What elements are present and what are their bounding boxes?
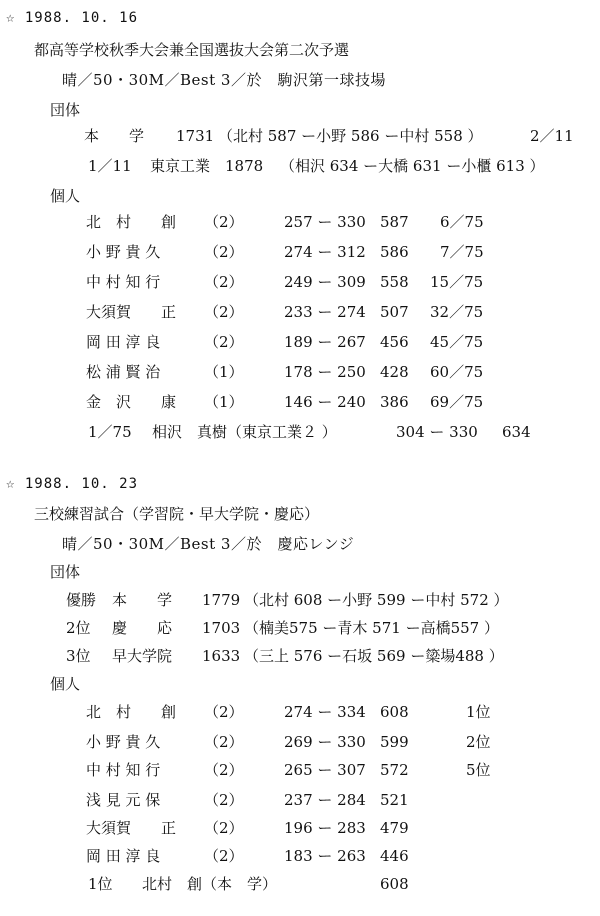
team-rank: 1／11 [88,157,132,175]
athlete-split: 249 ー 309 [284,273,366,291]
athlete-split: 274 ー 312 [284,243,366,261]
athlete-grade: （2） [204,333,244,351]
athlete-grade: （2） [204,847,244,865]
athlete-name: 岡 田 淳 良 [86,847,161,865]
athlete-place: 5位 [466,761,491,779]
athlete-grade: （2） [204,761,244,779]
top-total: 634 [502,423,531,441]
record1-conditions: 晴／50・30M／Best 3／於 駒沢第一球技場 [62,71,386,89]
athlete-name: 金 沢 康 [86,393,177,411]
athlete-grade: （2） [204,303,244,321]
record1-event-title: 都高等学校秋季大会兼全国選抜大会第二次予選 [34,41,350,59]
athlete-grade: （2） [204,791,244,809]
athlete-total: 608 [380,703,409,721]
team-rank: 優勝 [66,591,97,609]
athlete-grade: （2） [204,273,244,291]
athlete-split: 257 ー 330 [284,213,366,231]
team-detail: （楠美575 ー青木 571 ー高橋557 ） [244,619,499,637]
record2-date: ☆ 1988. 10. 23 [6,476,139,492]
athlete-place: 15／75 [430,273,484,291]
athlete-place: 2位 [466,733,491,751]
team-score: 1703 [202,619,241,637]
athlete-total: 572 [380,761,409,779]
top-total: 608 [380,875,409,893]
athlete-name: 大須賀 正 [86,819,177,837]
athlete-name: 大須賀 正 [86,303,177,321]
team-detail: （三上 576 ー石坂 569 ー簗場488 ） [244,647,504,665]
record2-conditions: 晴／50・30M／Best 3／於 慶応レンジ [62,535,355,553]
team-place: 2／11 [530,127,574,145]
athlete-split: 183 ー 263 [284,847,366,865]
athlete-total: 386 [380,393,409,411]
team-detail: （北村 608 ー小野 599 ー中村 572 ） [244,591,509,609]
athlete-name: 小 野 貴 久 [86,733,161,751]
athlete-name: 北 村 創 [86,213,177,231]
top-place: 1位 [88,875,113,893]
record2-team-label: 団体 [50,563,81,581]
athlete-place: 7／75 [440,243,484,261]
athlete-total: 507 [380,303,409,321]
athlete-total: 586 [380,243,409,261]
athlete-split: 146 ー 240 [284,393,366,411]
top-name: 相沢 真樹（東京工業２ ） [152,423,337,441]
athlete-place: 69／75 [430,393,484,411]
athlete-grade: （1） [204,393,244,411]
athlete-place: 1位 [466,703,491,721]
athlete-split: 178 ー 250 [284,363,366,381]
athlete-total: 587 [380,213,409,231]
athlete-split: 189 ー 267 [284,333,366,351]
athlete-name: 岡 田 淳 良 [86,333,161,351]
team-score: 東京工業 1878 [150,157,264,175]
team-rank: 3位 [66,647,91,665]
record2-event-title: 三校練習試合（学習院・早大学院・慶応） [34,505,320,523]
athlete-total: 558 [380,273,409,291]
athlete-name: 中 村 知 行 [86,761,161,779]
athlete-name: 浅 見 元 保 [86,791,161,809]
team-detail: （相沢 634 ー大橋 631 ー小櫃 613 ） [280,157,545,175]
athlete-place: 45／75 [430,333,484,351]
team-name: 本 学 [112,591,173,609]
team-rank: 2位 [66,619,91,637]
athlete-split: 237 ー 284 [284,791,366,809]
athlete-grade: （2） [204,703,244,721]
athlete-place: 32／75 [430,303,484,321]
athlete-split: 265 ー 307 [284,761,366,779]
athlete-place: 6／75 [440,213,484,231]
top-name: 北村 創（本 学） [142,875,278,893]
record2-indiv-label: 個人 [50,675,81,693]
athlete-split: 196 ー 283 [284,819,366,837]
athlete-place: 60／75 [430,363,484,381]
team-name: 慶 応 [112,619,173,637]
top-place: 1／75 [88,423,132,441]
athlete-total: 428 [380,363,409,381]
team-name: 早大学院 [112,647,173,665]
team-score: 1779 [202,591,241,609]
athlete-name: 小 野 貴 久 [86,243,161,261]
team-rank: 本 学 [84,127,145,145]
athlete-grade: （2） [204,213,244,231]
team-detail: （北村 587 ー小野 586 ー中村 558 ） [218,127,483,145]
athlete-split: 274 ー 334 [284,703,366,721]
athlete-name: 北 村 創 [86,703,177,721]
athlete-name: 松 浦 賢 治 [86,363,161,381]
athlete-total: 456 [380,333,409,351]
record1-team-label: 団体 [50,101,81,119]
athlete-grade: （2） [204,733,244,751]
athlete-split: 233 ー 274 [284,303,366,321]
athlete-name: 中 村 知 行 [86,273,161,291]
athlete-grade: （2） [204,819,244,837]
athlete-grade: （2） [204,243,244,261]
team-score: 1731 [176,127,215,145]
athlete-total: 479 [380,819,409,837]
team-score: 1633 [202,647,241,665]
athlete-total: 599 [380,733,409,751]
record1-indiv-label: 個人 [50,187,81,205]
athlete-split: 269 ー 330 [284,733,366,751]
top-split: 304 ー 330 [396,423,478,441]
athlete-total: 521 [380,791,409,809]
athlete-total: 446 [380,847,409,865]
athlete-grade: （1） [204,363,244,381]
record1-date: ☆ 1988. 10. 16 [6,10,139,26]
